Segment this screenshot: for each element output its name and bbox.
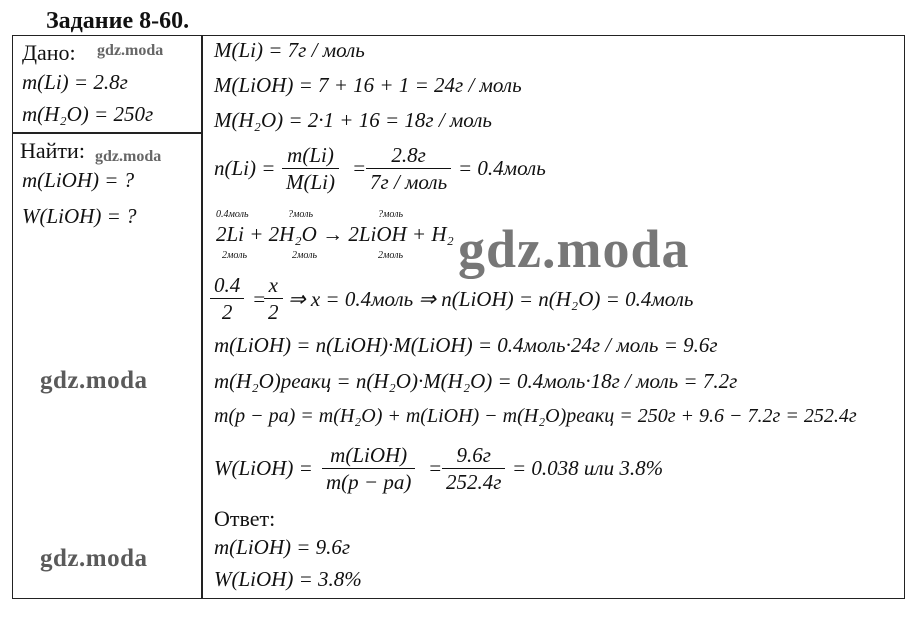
proportion-equals: = [252,287,267,311]
reaction-equation: 2Li + 2H₂O → 2LiOH + H₂ [216,222,454,246]
watermark-small-given: gdz.moda [97,42,164,59]
reaction-under-lioh: 2моль [378,250,404,261]
molar-mass-li: M(Li) = 7г / моль [214,38,365,62]
n-li-lhs: n(Li) = [214,156,276,180]
reaction-under-h2o: 2моль [292,250,318,261]
n-li-fraction-2 [366,142,451,195]
n-li-equals: = [352,156,367,180]
given-find-divider [12,132,202,134]
molar-mass-lioh: M(LiOH) = 7 + 16 + 1 = 24г / моль [214,73,522,97]
given-mass-h2o: m(H₂O) = 250г [22,102,154,126]
reaction-over-h2o: ?моль [288,209,314,220]
w-lioh-fraction-1-denominator: m(p − pa) [326,470,412,494]
answer-w-lioh: W(LiOH) = 3.8% [214,567,362,591]
proportion-fraction-2-numerator: x [264,272,283,299]
w-lioh-result: = 0.038 или 3.8% [512,456,664,480]
proportion-result: ⇒ x = 0.4моль ⇒ n(LiOH) = n(H₂O) = 0.4моль [288,287,694,311]
watermark-left-middle: gdz.moda [40,367,148,394]
w-lioh-fraction-1-numerator: m(LiOH) [322,442,415,469]
reaction-over-li: 0.4моль [216,209,249,220]
find-label: Найти: [20,138,85,163]
molar-mass-h2o: M(H₂O) = 2·1 + 16 = 18г / моль [214,108,492,132]
find-mass-lioh: m(LiOH) = ? [22,168,135,192]
task-title: Задание 8-60. [46,8,190,34]
w-lioh-fraction-1 [322,442,415,495]
w-lioh-fraction-2 [442,442,505,495]
proportion-fraction-2-denominator: 2 [268,300,279,324]
w-lioh-fraction-2-denominator: 252.4г [446,470,502,494]
n-li-fraction-2-denominator: 7г / моль [370,170,448,194]
w-lioh-fraction-2-numerator: 9.6г [442,442,505,469]
proportion-fraction-1 [210,272,244,325]
proportion-fraction-2 [264,272,283,325]
mass-h2o-reacted-calc: m(H₂O)реакц = n(H₂O)·M(H₂O) = 0.4моль·18г / моль = 7.2г [214,369,738,393]
reaction-under-li: 2моль [222,250,248,261]
mass-solution-calc: m(p − pa) = m(H₂O) + m(LiOH) − m(H₂O)реакц = 250г + 9.6 − 7.2г = 252.4г [214,405,857,427]
watermark-small-find: gdz.moda [95,148,162,165]
given-label: Дано: [22,40,76,65]
proportion-fraction-1-numerator: 0.4 [210,272,244,299]
n-li-fraction-1-numerator: m(Li) [282,142,339,169]
find-w-lioh: W(LiOH) = ? [22,204,137,228]
answer-mass-lioh: m(LiOH) = 9.6г [214,535,351,559]
mass-lioh-calc: m(LiOH) = n(LiOH)·M(LiOH) = 0.4моль·24г / моль = 9.6г [214,333,718,357]
watermark-big: gdz.moda [458,219,690,279]
n-li-fraction-1 [282,142,339,195]
answer-label: Ответ: [214,506,276,531]
given-mass-li: m(Li) = 2.8г [22,70,128,94]
watermark-left-bottom: gdz.moda [40,545,148,572]
reaction-over-lioh: ?моль [378,209,404,220]
w-lioh-equals: = [428,456,443,480]
column-divider [201,35,203,599]
proportion-fraction-1-denominator: 2 [221,300,233,324]
n-li-result: = 0.4моль [458,156,546,180]
w-lioh-lhs: W(LiOH) = [214,456,313,480]
n-li-fraction-2-numerator: 2.8г [366,142,451,169]
n-li-fraction-1-denominator: M(Li) [286,170,335,194]
